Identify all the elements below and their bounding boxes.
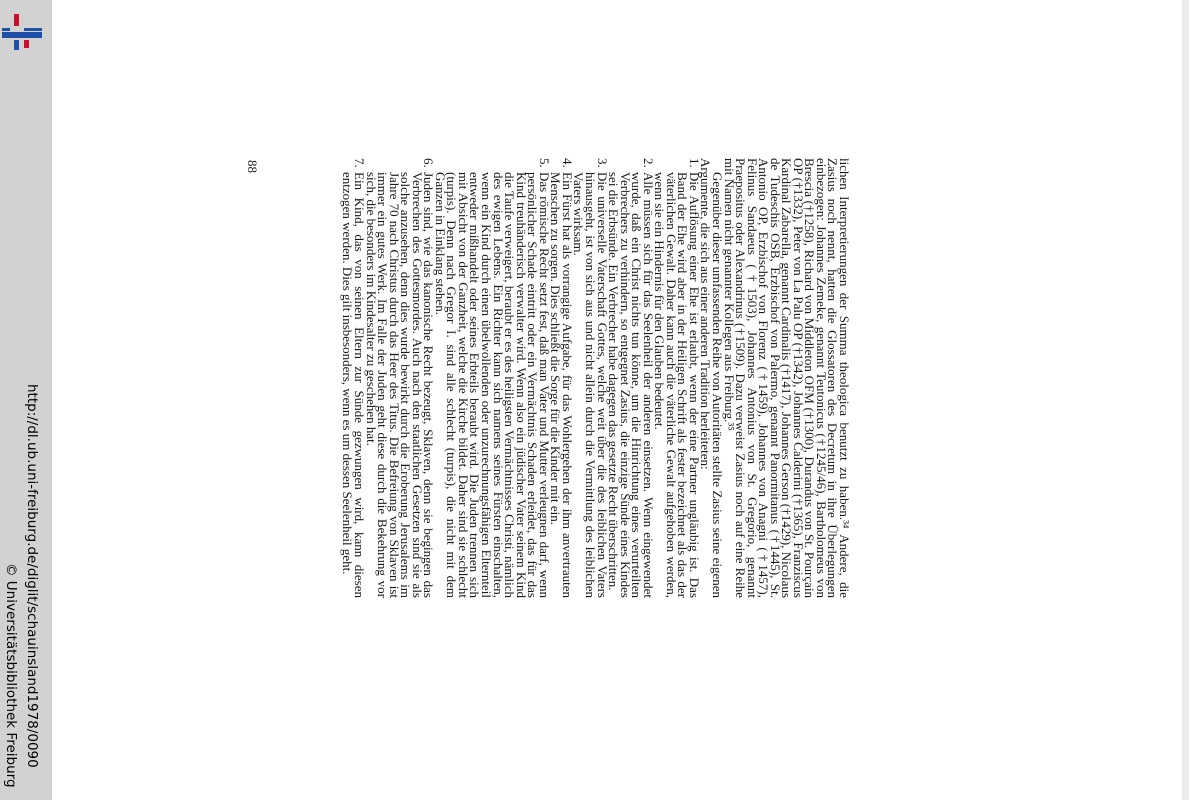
list-item: 1. Die Auflösung einer Ehe ist erlaubt, wenn der eine Partner ungläubig ist. Das Band der Ehe wird aber in der Heiligen Schrift als fester bezeichnet als das der väterlichen Gewalt. Daher kann auch die väterliche Gewalt aufgehoben werden, wenn sie ein Hindernis für den Glauben bedeutet. xyxy=(652,158,702,598)
list-item: 2. Alle müssen sich für das Seelenheil der anderen einsetzen. Wenn eingewendet wurde, daß ein Christ nichts tun könne, um die Hinrichtung eines verurteilten Verbrechers zu verhindern, so entgegnet Zasius, die einzige Sünde eines Kindes sei die Erbsünde. Ein Verbrecher habe dagegen das gesetzte Recht überschritten. xyxy=(606,158,656,598)
list-item: 4. Ein Fürst hat als vorrangige Aufgabe, für das Wohlergehen der ihm anvertrauten Menschen zu sorgen. Dies schließt die Sorge für die Kinder mit ein. xyxy=(548,158,575,598)
paragraph-authorities: lichen Interpretierungen der Summa theologica benutzt zu haben.³⁴ Andere, die Zasius noch nennt, hatten die Glossatoren des Decretum in ihre Überlegungen einbezogen: Johannes Zemeke, genannt Teutonicus (†1245/46), Bartholomeus von Brescia (†1258), Richard von Middleton OFM (†1300), Durandus von St. Pourçain OP (†1332), Peter von La Palu OP (†1342), Johannes Calderini (†1365), Franziscus Kardinal Zabarella, genannt Cardinalis (†1417), Johannes Gerson (†1429), Nicolaus de Tudeschis OSB, Erzbischof von Palermo, genannt Panormitanus (†1445), St. Antonio OP, Erzbischof von Florenz (†1459), Johannes von Anagni (†1457), Felinus Sandaeus (†1503), Johannes Antonius von St. Gregorio, genannt Praepositus oder Alexandrinus (†1509). Dazu verweist Zasius noch auf eine Reihe mit Namen nicht genannter Kollegen aus Freiburg.³⁵ xyxy=(721,158,852,598)
arguments-list xyxy=(342,158,700,598)
paragraph-arguments-intro: Gegenüber dieser umfassenden Reihe von Autoritäten stellte Zasius seine eigenen Argumente, die sich aus einer anderen Tradition herleiteten: xyxy=(698,158,725,598)
page-number: 88 xyxy=(245,160,260,173)
list-item: 6. Juden sind, wie das kanonische Recht bezeugt, Sklaven, denn sie begingen das Verbrechen des Gottesmordes. Auch nach den staatlichen Gesetzen sind sie als solche anzusehen, denn dies wurde bewirkt durch die Eroberung Jerusalems im Jahre 70 nach Christus durch das Heer des Titus. Die Befreiung von Sklaven ist immer ein gutes Werk. Im Falle der Juden geht diese durch die Bekehrung vor sich, die besonders im Kindesalter zu geschehen hat. xyxy=(363,158,437,598)
list-item: 7. Ein Kind, das von seinen Eltern zur Sünde gezwungen wird, kann diesen entzogen werden. Dies gilt insbesonders, wenn es um dessen Seelenheil geht. xyxy=(340,158,368,598)
page-body-text xyxy=(342,158,850,598)
document-url[interactable]: http://dl.ub.uni-freiburg.de/diglit/schauinsland1978/0090 xyxy=(24,384,40,768)
library-logo-icon[interactable] xyxy=(0,12,44,52)
list-item: 3. Die universelle Vaterschaft Gottes, welche weit über die des leiblichen Vaters hinausgeht, ist von sich aus und nicht allein durch die Vermittlung des leiblichen Vaters wirksam. xyxy=(571,158,610,598)
copyright-notice: © Universitätsbibliothek Freiburg xyxy=(3,563,19,788)
list-item: 5. Das römische Recht setzt fest, daß man Vater und Mutter verleugnen darf, wenn persönlicher Schade eintritt oder ein Vermächtnis Schaden erleidet, das für das Kind treuhänderisch verwalter wird. Wenn also ein jüdischer Vater seinem Kind die Taufe verweigert, beraubt er es des heiligsten Vermächtnisses Christi, nämlich des ewigen Lebens. Ein Richter kann sich namens seines Fürsten einschalten, wenn ein Kind durch einen übelwollenden oder unzurechnungsfähigen Elternteil entweder mißhandelt oder seines Erbteils beraubt wird. Die Juden trennen sich mit Absicht von der Ganzheit, welche die Kirche bildet. Daher sind sie schlecht (turpis). Denn nach Gregor I. sind alle schlecht (turpis), die nicht mit dem Ganzen in Einklang stehen. xyxy=(432,158,552,598)
viewer-sidebar xyxy=(0,0,52,800)
page-scroll-edge xyxy=(1182,0,1189,800)
